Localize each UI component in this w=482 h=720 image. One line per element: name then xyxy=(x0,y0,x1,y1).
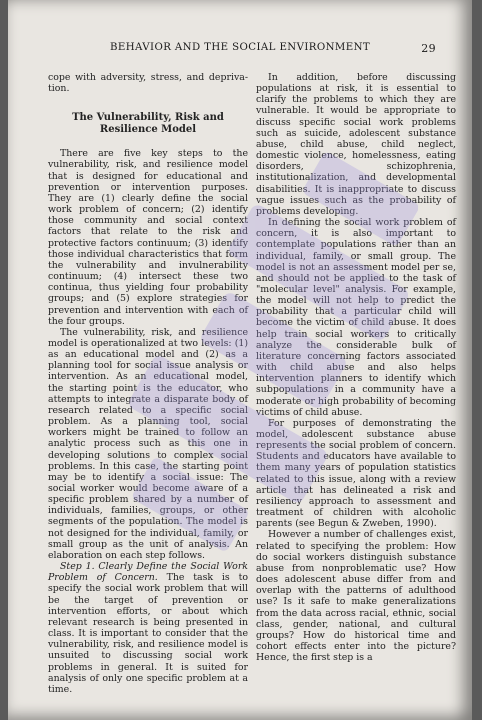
paragraph: There are five key steps to the vulnerability, risk, and resilience model that is designed for educational and prevention or intervention purposes. They are (1) clearly define the social work problem of concern; (2) identify those community and social context factors that relate to the risk and protective factors continuum; (3) identify those individual characteristics that form the vulnerability and invulnerability continuum; (4) intersect these two continua, thus yielding four probability groups; and (5) explore strategies for prevention and intervention with each of the four groups. xyxy=(48,148,248,327)
right-column xyxy=(256,72,456,663)
paragraph: cope with adversity, stress, and depriva-tion. xyxy=(48,72,248,95)
left-column xyxy=(48,72,248,695)
paragraph: For purposes of demonstrating the model, adolescent substance abuse represents the social problem of concern. Students and educators have available to them many years of population statistics related to this issue, along with a review article that has delineated a risk and resiliency approach to assessment and treatment of children with alcoholic parents (see Begun & Zweben, 1990). xyxy=(256,417,456,530)
book-page xyxy=(8,0,472,720)
paragraph: In defining the social work problem of concern, it is also important to contemplate populations rather than an individual, family, or small group. The model is not an assessment model per se, and should not be applied to the task of "molecular level" analysis. For example, the model will not help to predict the probability that a particular child will become the victim of child abuse. It does help train social workers to critically analyze the considerable bulk of literature concerning factors associated with child abuse and also helps intervention planners to identify which subpopulations in a community have a moderate or high probability of becoming victims of child abuse. xyxy=(256,217,456,418)
paragraph: In addition, before discussing populations at risk, it is essential to clarify the problems to which they are vulnerable. It would be appropriate to discuss specific social work problems such as suicide, adolescent substance abuse, child abuse, child neglect, domestic violence, homelessness, eating disorders, schizophrenia, institutionalization, and developmental disabilities. It is inappropriate to discuss vague issues such as the probability of problems developing. xyxy=(256,72,456,217)
running-title: BEHAVIOR AND THE SOCIAL ENVIRONMENT xyxy=(110,42,371,53)
step-run-in-heading: Step 1. Clearly Define the Social Work Problem of Concern. xyxy=(48,561,248,584)
page-number: 29 xyxy=(421,42,436,55)
paragraph: The vulnerability, risk, and resilience model is operationalized at two levels: (1) as an educational model and (2) as a planning tool for social issue analysis or intervention. As an educational model, the starting point is the educator, who attempts to integrate a disparate body of research related to a specific social problem. As a planning tool, social workers might be trained to follow an analytic process such as this one in developing solutions to complex social problems. In this case, the starting point may be to identify a social issue: The social worker would become aware of a specific problem shared by a number of individuals, families, groups, or other segments of the population. The model is not designed for the individual, family, or small group as the unit of analysis. An elaboration on each step follows. xyxy=(48,326,248,561)
paragraph-text: The task is to specify the social work problem that will be the target of prevention or intervention efforts, or about which relevant research is being presented in class. It is important to consider that the vulnerability, risk, and resilience model is unsuited to discussing social work problems in general. It is suited for analysis of only one specific problem at a time. xyxy=(48,572,248,695)
paragraph: However a number of challenges exist, related to specifying the problem: How do social workers distinguish substance abuse from nonproblematic use? How does adolescent abuse differ from and overlap with the patterns of adulthood use? Is it safe to make generalizations from the data across racial, ethnic, social class, gender, national, and cultural groups? How do historical time and cohort effects enter into the picture? Hence, the first step is a xyxy=(256,529,456,664)
paragraph xyxy=(48,561,248,695)
section-heading: The Vulnerability, Risk and Resilience Model xyxy=(72,112,224,136)
